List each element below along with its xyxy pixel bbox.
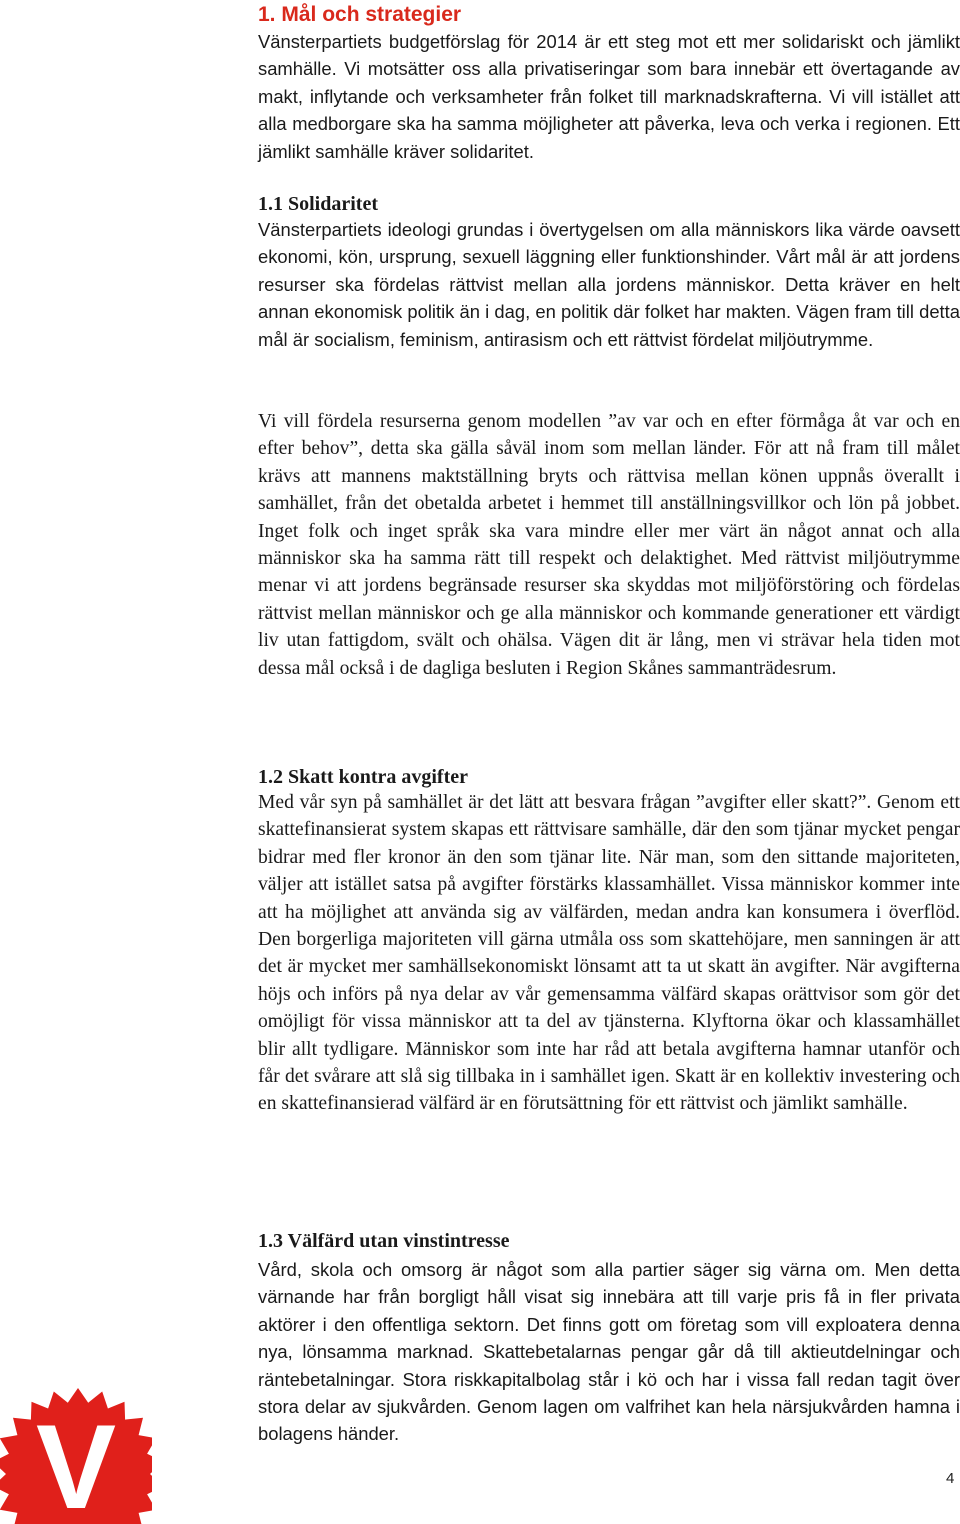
section-heading-1: 1. Mål och strategier xyxy=(258,3,462,26)
vansterpartiet-logo-icon xyxy=(0,1384,152,1524)
page-number: 4 xyxy=(946,1470,955,1487)
section-1-paragraph: Vänsterpartiets budgetförslag för 2014 är ett steg mot ett mer solidariskt och jämlikt samhälle. Vi motsätter oss alla privatiseringar som bara innebär ett övertagande av makt, inflytande och verksamheter från folket till marknadskrafterna. Vi vill istället att alla medborgare ska ha samma möjligheter att påverka, leva och verka i regionen. Ett jämlikt samhälle kräver solidaritet. xyxy=(258,31,960,162)
section-heading-1-2: 1.2 Skatt kontra avgifter xyxy=(258,766,468,788)
section-1-3-paragraph: Vård, skola och omsorg är något som alla partier säger sig värna om. Men detta värnande har från borgligt håll visat sig innebära att till varje pris få in fler privata aktörer i den offentliga sektorn. Det finns gott om företag som vill exploatera denna nya, lönsamma marknad. Skattebetalarnas pengar går då till aktieutdelningar och räntebetalningar. Stora riskkapitalbolag står i kö och har i vissa fall redan tagit över stora delar av sjukvården. Genom lagen om valfrihet kan hela närsjukvården hamna i bolagens händer. xyxy=(258,1259,960,1445)
logo-letter: V xyxy=(35,1400,117,1524)
section-heading-1-1: 1.1 Solidaritet xyxy=(258,193,378,215)
section-1-2-paragraph: Med vår syn på samhället är det lätt att besvara frågan ”avgifter eller skatt?”. Genom ett skattefinansierat system skapas ett rättvisare samhälle, där den som tjänar mycket pengar bidrar med fler kronor än den som tjänar lite. När man, som den sittande majoriteten, väljer att istället satsa på avgifter förstärks klassamhället. Vissa människor kommer inte att ha möjlighet att använda sig av välfärden, medan andra kan konsumera i överflöd. Den borgerliga majoriteten vill gärna utmåla oss som skattehöjare, men sanningen är att det är mycket mer samhällsekonomiskt lönsamt att ta ut skatt än avgifter. När avgifterna höjs och införs på nya delar av vår gemensamma välfärd skapas orättvisor som gör det omöjligt för vissa människor att ta del av tjänsterna. Klyftorna ökar och klassamhället blir allt tydligare. Människor som inte har råd att betala avgifterna hamnar utanför och får det svårare att slå sig tillbaka in i samhället igen. Skatt är en kollektiv investering och en skattefinansierad välfärd är en förutsättning för ett rättvist och jämlikt samhälle. xyxy=(258,792,960,1115)
section-heading-1-3: 1.3 Välfärd utan vinstintresse xyxy=(258,1230,510,1252)
section-1-1-paragraph-2: Vi vill fördela resurserna genom modellen ”av var och en efter förmåga åt var och en efter behov”, detta ska gälla såväl inom som mellan länder. För att nå fram till målet krävs att mannens maktställning bryts och rättvisa mellan könen uppnås överallt i samhället, från det obetalda arbetet i hemmet till anställningsvillkor och lön på jobbet. Inget folk och inget språk ska vara mindre eller mer värt än något annat och alla människor ska ha samma rätt till respekt och delaktighet. Med rättvist miljöutrymme menar vi att jordens begränsade resurser ska skyddas mot miljöförstöring och fördelas rättvist mellan människor och ge alla människor och kommande generationer ett värdigt liv utan fattigdom, svält och ohälsa. Vägen dit är lång, men vi strävar hela tiden mot dessa mål också i de dagliga besluten i Region Skånes sammanträdesrum. xyxy=(258,411,960,679)
section-1-1-paragraph-1: Vänsterpartiets ideologi grundas i övertygelsen om alla människors lika värde oavsett ekonomi, kön, ursprung, sexuell läggning eller funktionshinder. Vårt mål är att jordens resurser ska fördelas rättvist mellan alla jordens människor. Detta kräver en helt annan ekonomisk politik än i dag, en politik där folket har makten. Vägen fram till detta mål är socialism, feminism, antirasism och ett rättvist fördelat miljöutrymme. xyxy=(258,219,960,350)
